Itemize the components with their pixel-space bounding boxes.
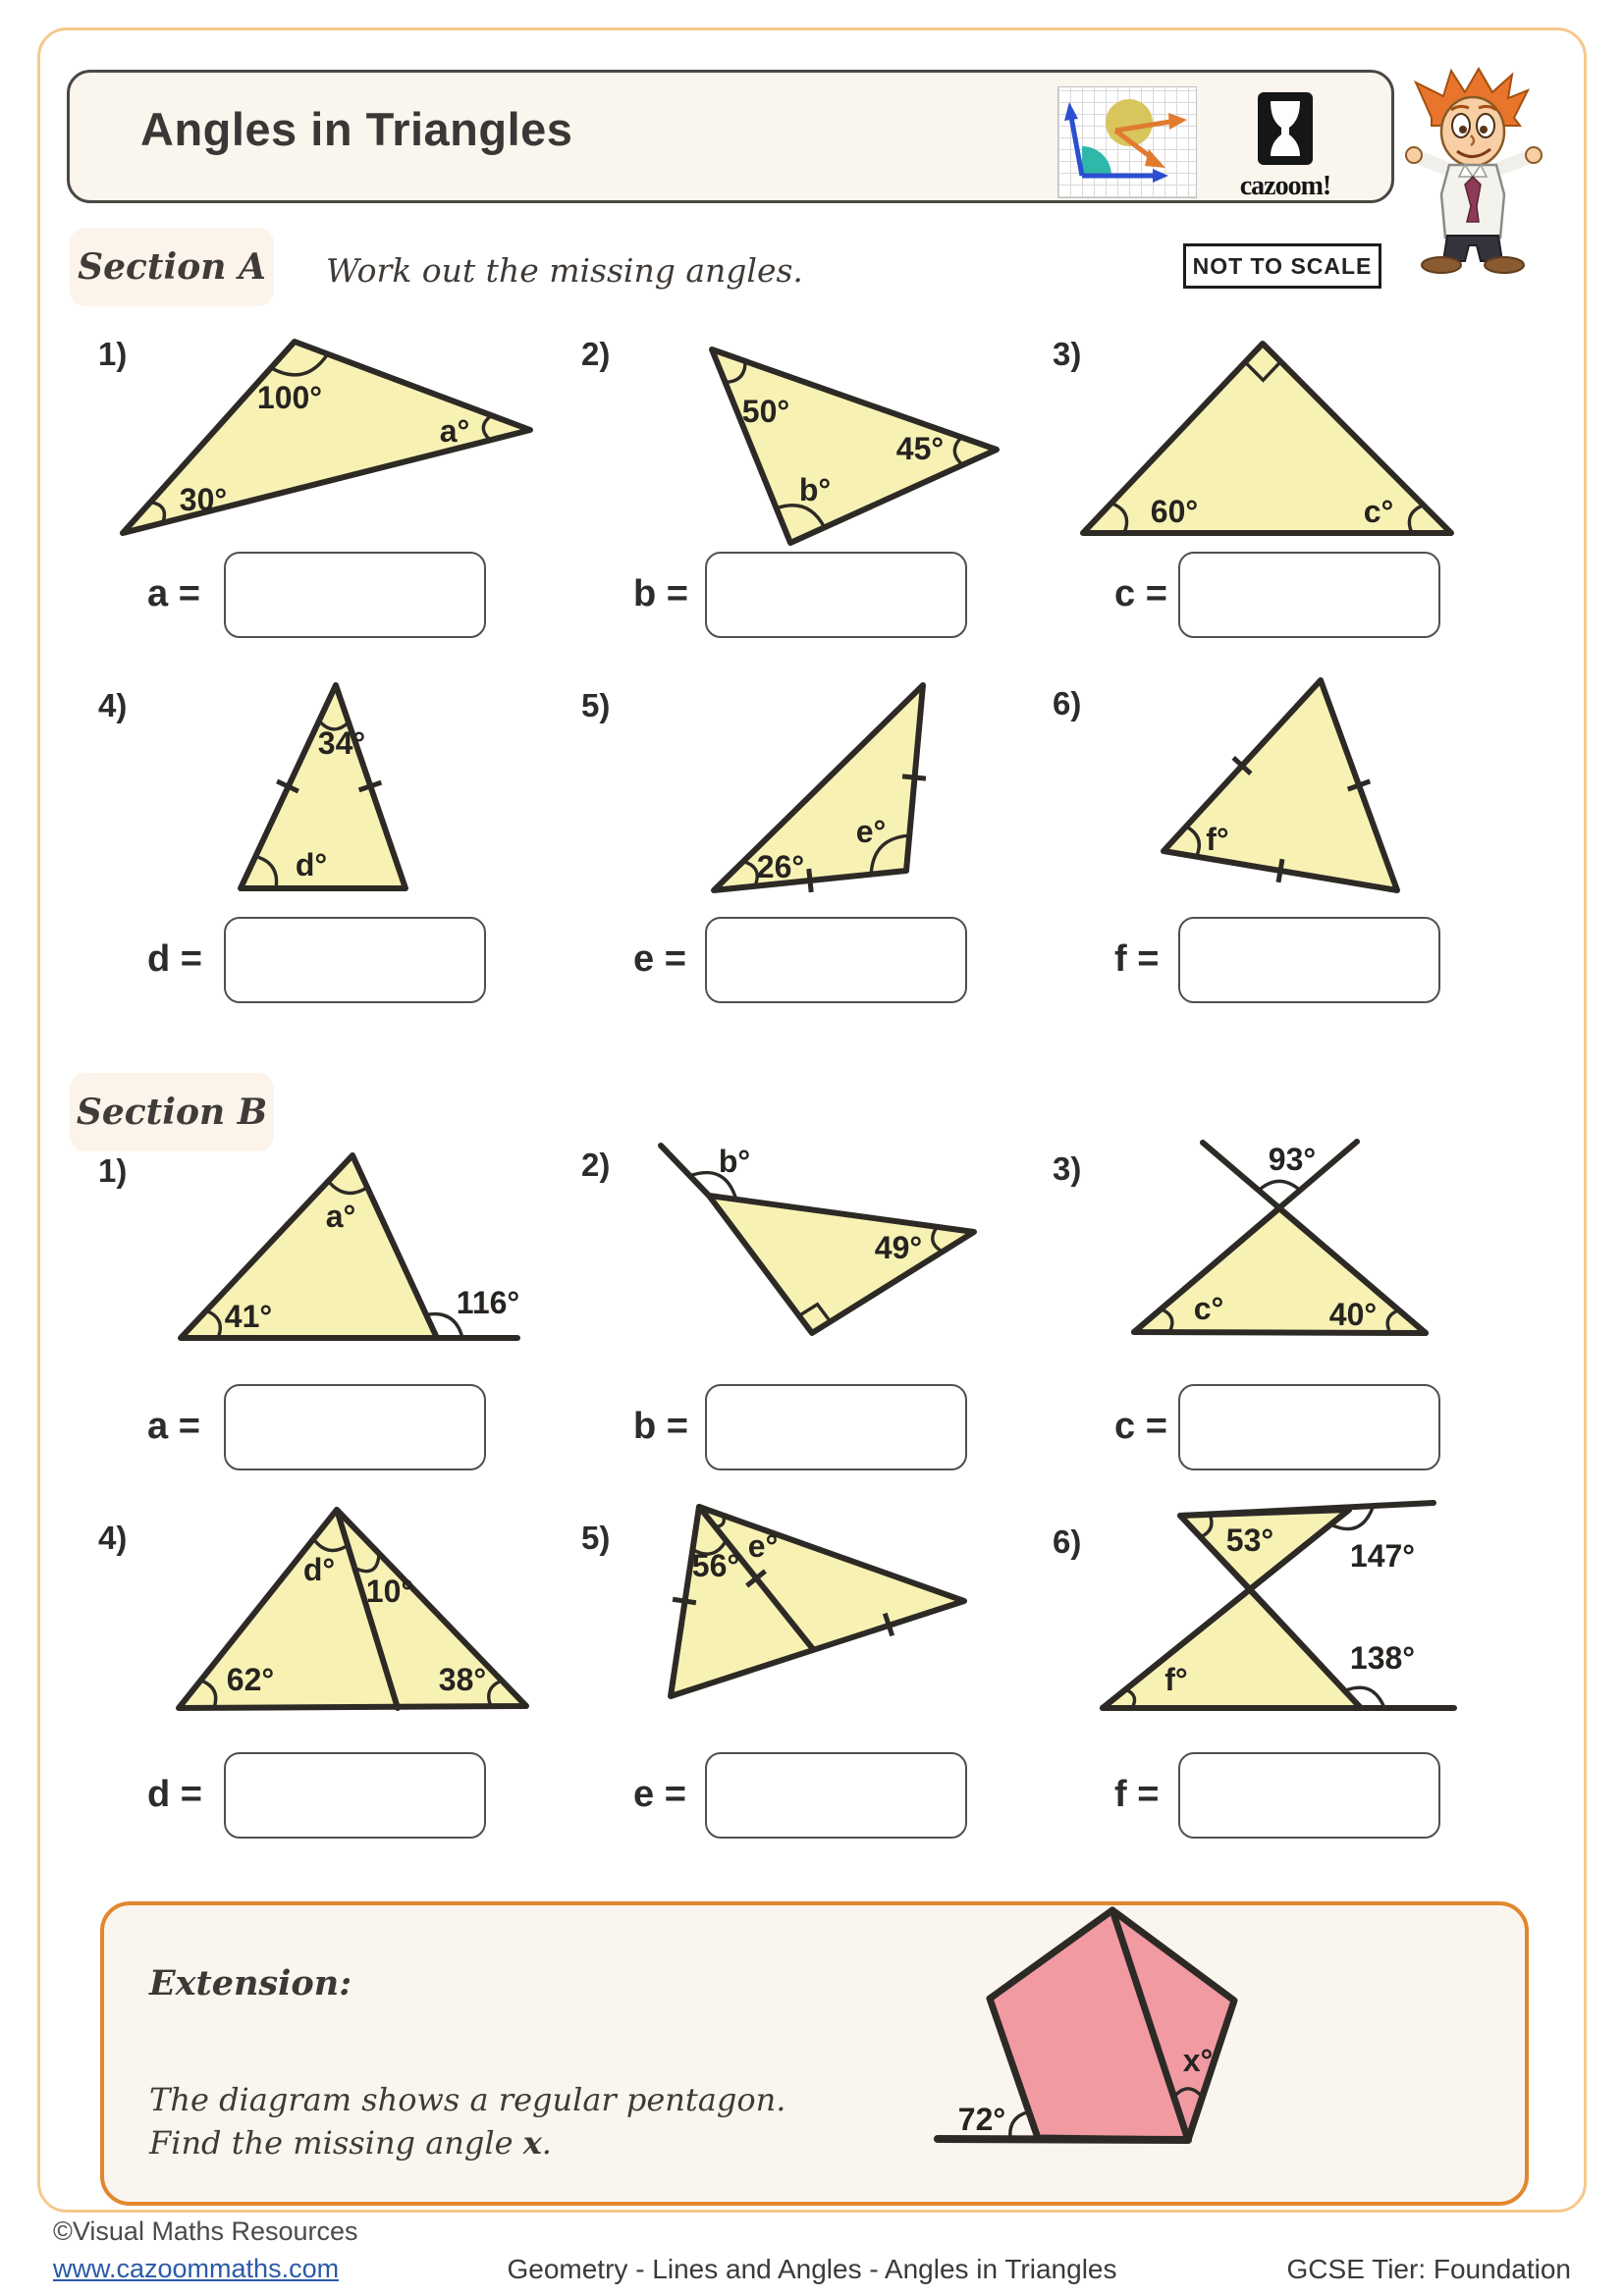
answer-box-sb-d[interactable] xyxy=(224,1752,486,1839)
triangle-a6 xyxy=(1049,664,1510,909)
angle-label: b° xyxy=(798,472,832,507)
answer-box-sa-e[interactable] xyxy=(705,917,967,1003)
angle-arc xyxy=(1259,1181,1300,1190)
footer-tier: GCSE Tier: Foundation xyxy=(1286,2254,1571,2284)
extension-title: Extension: xyxy=(149,1963,352,2003)
mascot-trousers xyxy=(1443,236,1502,261)
angle-label: x° xyxy=(1182,2043,1214,2078)
angle-label: 53° xyxy=(1225,1522,1274,1558)
problem-number-b3: 3) xyxy=(1053,1150,1082,1187)
problem-number-b6: 6) xyxy=(1053,1523,1082,1560)
triangle-shape xyxy=(671,1507,964,1696)
problem-number-a2: 2) xyxy=(581,336,611,372)
angle-label: 41° xyxy=(224,1299,273,1334)
answer-box-sb-a[interactable] xyxy=(224,1384,486,1470)
triangle-b4 xyxy=(93,1500,555,1745)
icon-orange-arrowhead xyxy=(1168,113,1187,130)
icon-blue-arrowhead xyxy=(1153,169,1168,183)
problem-number-a5: 5) xyxy=(581,687,611,723)
angle-label: 72° xyxy=(957,2102,1006,2137)
answer-label-sa-a: a = xyxy=(147,573,200,614)
footer-breadcrumb: Geometry - Lines and Angles - Angles in Triangles xyxy=(507,2254,1117,2284)
answer-box-sb-b[interactable] xyxy=(705,1384,967,1470)
problem-number-a4: 4) xyxy=(98,687,128,723)
answer-box-sb-e[interactable] xyxy=(705,1752,967,1839)
triangle-shape xyxy=(1083,344,1451,533)
angle-label: 38° xyxy=(438,1662,487,1697)
answer-label-sb-f: f = xyxy=(1114,1774,1160,1815)
triangle-shape xyxy=(714,685,923,890)
problem-number-b1: 1) xyxy=(98,1152,128,1189)
problem-number-b5: 5) xyxy=(581,1520,611,1556)
answer-label-sa-d: d = xyxy=(147,938,202,980)
icon-blue-ray xyxy=(1071,117,1082,176)
problem-number-b4: 4) xyxy=(98,1520,128,1556)
angle-label: 40° xyxy=(1328,1297,1378,1332)
angle-label: 50° xyxy=(741,394,790,429)
angle-label: 45° xyxy=(895,431,945,466)
angle-label: 62° xyxy=(226,1662,275,1697)
pentagon-diagram xyxy=(923,1902,1394,2197)
angle-label: 10° xyxy=(365,1574,414,1609)
triangle-b5 xyxy=(574,1500,1036,1745)
tick-mark xyxy=(902,776,926,778)
triangle-b2 xyxy=(574,1139,1036,1382)
problem-number-a3: 3) xyxy=(1053,336,1082,372)
answer-label-sb-c: c = xyxy=(1114,1406,1167,1447)
angle-label: 49° xyxy=(874,1230,923,1265)
angle-label: 147° xyxy=(1349,1538,1416,1574)
angle-label: e° xyxy=(855,814,887,849)
footer-link[interactable]: www.cazoommaths.com xyxy=(53,2254,340,2283)
answer-label-sa-b: b = xyxy=(633,573,688,614)
angle-label: c° xyxy=(1363,494,1394,529)
answer-box-sb-f[interactable] xyxy=(1178,1752,1440,1839)
answer-label-sa-c: c = xyxy=(1114,573,1167,614)
angle-label: 56° xyxy=(691,1548,740,1583)
not-to-scale-badge: NOT TO SCALE xyxy=(1183,243,1381,289)
angle-label: e° xyxy=(747,1528,779,1564)
triangle-a1 xyxy=(93,332,555,554)
angle-label: d° xyxy=(295,847,328,882)
angle-label: 26° xyxy=(756,849,805,884)
angle-label: 30° xyxy=(179,482,228,517)
side-extension xyxy=(661,1146,709,1196)
triangle-shape xyxy=(709,1196,974,1333)
mascot-shoe xyxy=(1485,257,1524,273)
cazoom-wordmark: cazoom! xyxy=(1239,171,1331,201)
footer-copyright: ©Visual Maths Resources xyxy=(53,2216,358,2246)
page-title: Angles in Triangles xyxy=(140,103,573,155)
answer-box-sa-b[interactable] xyxy=(705,552,967,638)
angle-label: f° xyxy=(1164,1662,1188,1697)
answer-label-sb-d: d = xyxy=(147,1774,202,1815)
problem-number-b2: 2) xyxy=(581,1147,611,1183)
answer-box-sa-c[interactable] xyxy=(1178,552,1440,638)
answer-label-sa-e: e = xyxy=(633,938,686,980)
triangle-a4 xyxy=(93,675,555,906)
baseline xyxy=(938,2139,1188,2140)
triangle-b1 xyxy=(93,1139,555,1382)
triangle-shape xyxy=(1134,1208,1426,1333)
triangle-shape xyxy=(181,1155,437,1338)
angle-label: 138° xyxy=(1349,1640,1416,1676)
angle-label: 60° xyxy=(1150,494,1199,529)
tick-mark xyxy=(809,869,811,892)
angle-label: a° xyxy=(439,413,470,449)
angle-label: c° xyxy=(1193,1291,1224,1326)
mascot-shoe xyxy=(1422,257,1461,273)
angle-label: 34° xyxy=(317,725,366,761)
angle-arc xyxy=(1010,2112,1029,2139)
section-a-instruction: Work out the missing angles. xyxy=(326,251,803,290)
angle-label: a° xyxy=(325,1199,356,1234)
answer-box-sb-c[interactable] xyxy=(1178,1384,1440,1470)
answer-box-sa-f[interactable] xyxy=(1178,917,1440,1003)
icon-teal-sector xyxy=(1082,146,1111,176)
section-a-label: Section A xyxy=(70,228,274,306)
answer-box-sa-d[interactable] xyxy=(224,917,486,1003)
triangle-a2 xyxy=(574,332,1036,554)
angles-diagram-icon xyxy=(1057,86,1197,198)
pentagon-shape xyxy=(990,1910,1234,2140)
problem-number-a6: 6) xyxy=(1053,685,1082,721)
answer-label-sb-e: e = xyxy=(633,1774,686,1815)
angle-label: 93° xyxy=(1268,1142,1317,1177)
angle-label: 100° xyxy=(256,380,323,415)
icon-blue-arrowhead xyxy=(1064,102,1078,121)
section-b-label: Section B xyxy=(70,1073,274,1151)
triangle-a5 xyxy=(574,675,1036,906)
answer-label-sb-b: b = xyxy=(633,1406,688,1447)
extension-x: x xyxy=(522,2124,542,2162)
problem-number-a1: 1) xyxy=(98,336,128,372)
angle-label: d° xyxy=(302,1552,336,1587)
extension-line2: Find the missing angle x. xyxy=(149,2124,552,2162)
answer-label-sa-f: f = xyxy=(1114,938,1160,980)
djembe-icon xyxy=(1258,92,1313,165)
mascot-character xyxy=(1402,67,1559,273)
tick-mark xyxy=(673,1599,696,1603)
triangle-b6 xyxy=(1049,1500,1510,1745)
answer-label-sb-a: a = xyxy=(147,1406,200,1447)
triangle-b3 xyxy=(1049,1139,1510,1382)
angle-label: f° xyxy=(1206,822,1229,857)
triangle-a3 xyxy=(1049,332,1510,554)
angle-label: b° xyxy=(718,1144,751,1179)
extension-line1: The diagram shows a regular pentagon. xyxy=(149,2081,786,2118)
answer-box-sa-a[interactable] xyxy=(224,552,486,638)
angle-label: 116° xyxy=(456,1285,520,1320)
cazoom-logo xyxy=(1220,92,1350,202)
